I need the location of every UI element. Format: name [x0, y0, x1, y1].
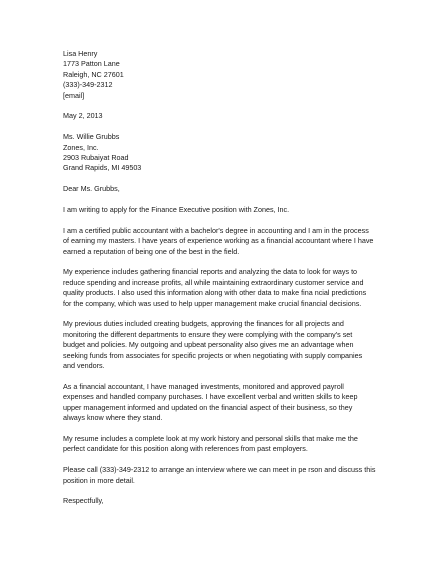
paragraph-line: of earning my masters. I have years of experience working as a financial accountant where I have: [63, 236, 374, 246]
paragraph-qualifications: [63, 226, 383, 257]
paragraph-line: expenses and handled company purchases. I have excellent verbal and written skills to keep: [63, 392, 358, 402]
letter-page: [63, 49, 383, 507]
paragraph-line: position in more detail.: [63, 475, 135, 485]
paragraph-line: budget and policies. My outgoing and upbeat personality also gives me an advantage when: [63, 340, 354, 350]
sender-address: [63, 49, 383, 101]
paragraph-line: for the company, which was used to help upper management make crucial financial decisions.: [63, 298, 362, 308]
paragraph-line: My previous duties included creating budgets, approving the finances for all projects and: [63, 319, 344, 329]
paragraph-duties: [63, 319, 383, 371]
closing: Respectfully,: [63, 496, 104, 506]
paragraph-line: and vendors.: [63, 361, 105, 371]
recipient-company: Zones, Inc.: [63, 142, 99, 152]
sender-city: Raleigh, NC 27601: [63, 69, 124, 79]
sender-email: [email]: [63, 90, 85, 100]
sender-name: Lisa Henry: [63, 49, 98, 58]
paragraph-line: seeking funds from associates for specific projects or when negotiating with supply companies: [63, 350, 363, 360]
paragraph-line: My experience includes gathering financial reports and analyzing the data to look for ways to: [63, 267, 358, 277]
paragraph-line: As a financial accountant, I have managed investments, monitored and approved payroll: [63, 381, 344, 391]
closing-block: [63, 496, 383, 506]
paragraph-line: Please call (333)-349-2312 to arrange an interview where we can meet in pe rson and discuss this: [63, 465, 376, 475]
paragraph-intro: [63, 205, 383, 215]
sender-phone: (333)-349-2312: [63, 80, 113, 90]
recipient-street: 2903 Rubaiyat Road: [63, 153, 129, 163]
paragraph-line: upper management informed and updated on the financial aspect of their business, so they: [63, 402, 353, 412]
salutation-block: [63, 184, 383, 194]
sender-street: 1773 Patton Lane: [63, 59, 120, 69]
recipient-city: Grand Rapids, MI 49503: [63, 163, 142, 173]
recipient-address: [63, 132, 383, 174]
paragraph-line: perfect candidate for this position along with references from past employers.: [63, 444, 308, 454]
paragraph-experience: [63, 267, 383, 309]
letter-date: May 2, 2013: [63, 111, 103, 121]
paragraph-line: My resume includes a complete look at my work history and personal skills that make me the: [63, 433, 358, 443]
paragraph-call: [63, 465, 383, 486]
paragraph-line: quality products. I also used this information along with other data to make fina ncial predictions: [63, 288, 367, 298]
paragraph-accountant: [63, 382, 383, 424]
paragraph-line: I am a certified public accountant with a bachelor's degree in accounting and I am in the process: [63, 225, 369, 235]
paragraph-line: always know where they stand.: [63, 413, 163, 423]
paragraph-line: monitoring the different departments to ensure they were complying with the company's set: [63, 329, 353, 339]
paragraph-line: reduce spending and increase profits, all while maintaining extraordinary customer service and: [63, 277, 364, 287]
salutation: Dear Ms. Grubbs,: [63, 184, 120, 194]
paragraph-resume: [63, 434, 383, 455]
recipient-name: Ms. Willie Grubbs: [63, 132, 120, 142]
paragraph-line: I am writing to apply for the Finance Executive position with Zones, Inc.: [63, 205, 290, 215]
letter-date-block: [63, 111, 383, 121]
paragraph-line: earned a reputation of being one of the best in the field.: [63, 246, 240, 256]
